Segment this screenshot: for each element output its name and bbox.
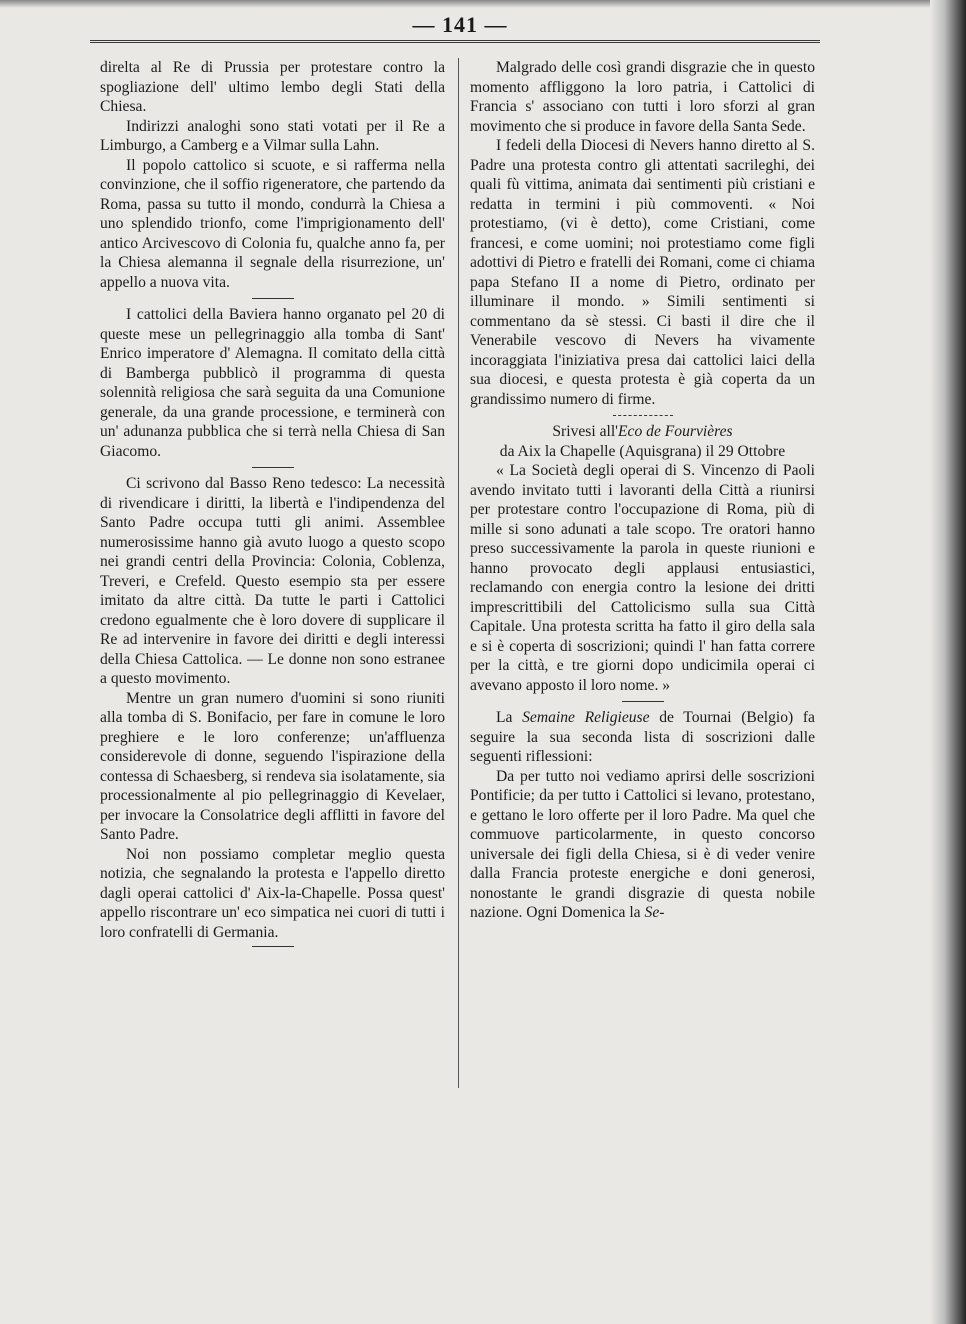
section-separator — [252, 946, 294, 947]
paragraph — [470, 708, 815, 767]
publication-title: Semaine Religieuse — [522, 709, 650, 726]
right-scan-shadow — [930, 0, 966, 1324]
text-span: de Tournai (Belgio) fa seguire la sua seconda lista di soscrizioni dalle seguenti riflessioni: — [470, 709, 815, 765]
paragraph: « La Società degli operai di S. Vincenzo di Paoli avendo invitato tutti i lavoranti della Città a riunirsi per protestare contro l'occupazione di Roma, più di mille si sono adunati a tale scopo. Tre oratori hanno preso successivamente la parola in queste riunioni e hanno provocato degli applausi entusiastici, reclamando con energia contro la lesione dei dritti imprescrittibili del Cattolicismo sulla sua Città Capitale. Una protesta scritta ha fatto il giro della sala e si è coperta di soscrizioni; quindi l' han fatta correre per la città, e tre giorni dopo undicimila operai ci avevano apposto il loro nome. » — [470, 462, 815, 694]
paragraph: Il popolo cattolico si scuote, e si rafferma nella convinzione, che il soffio rigeneratore, che partendo da Roma, passa su tutto il mondo, condurrà la Chiesa a uno splendido trionfo, come l'imprigionamento dell' antico Arcivescovo di Colonia fu, qualche anno fa, per la Chiesa alemanna il segnale della risurrezione, un' appello a nuova vita. — [100, 156, 445, 291]
paragraph: Noi non possiamo completar meglio questa notizia, che segnalando la protesta e l'appello diretto dagli operai cattolici d' Aix-la-Chapelle. Possa quest' appello riscontrare un' eco simpatica nei cuori di tutti i loro confratelli di Germania. — [100, 845, 445, 941]
article-heading — [470, 422, 815, 442]
paragraph: I fedeli della Diocesi di Nevers hanno diretto al S. Padre una protesta contro gli attentati sacrileghi, dei quali fù vittima, animata dai sentimenti più cristiani e redatta in termini i più commoventi. « Noi protestiamo, (vi è detto), come Cristiani, come francesi, e come uomini; noi protestiamo come figli adottivi di Pietro e fratelli dei Romani, come ci chiama papa Stefano II a nome di Pietro, ordinato per illuminare il mondo. » Simili sentimenti si commentano da sè stessi. Ci basti il dire che il Venerabile vescovo di Nevers ha vivamente incoraggiata l'iniziativa presa dai cattolici laici della sua diocesi, e questa protesta è già coperta da un grandissimo numero di firme. — [470, 137, 815, 408]
column-divider — [458, 58, 459, 1088]
text-span: Da per tutto noi vediamo aprirsi delle soscrizioni Pontificie; da per tutto i Cattolici si levano, protestano, e gettano le loro offerte per il loro Padre. Ma quel che commuove particolarmente, in questo concorso universale dei figli della Chiesa, si è di veder venire dalla Francia proteste energiche e doni generosi, nonostante le grandi disgrazie di questa nobile nazione. Ogni Domenica la — [470, 767, 815, 921]
paragraph: Indirizzi analoghi sono stati votati per il Re a Limburgo, a Camberg e a Vilmar sulla Lahn. — [100, 117, 445, 154]
continued-word: Se- — [644, 904, 665, 921]
newspaper-title: Eco de Fourvières — [618, 423, 733, 440]
paragraph: I cattolici della Baviera hanno organato pel 20 di queste mese un pellegrinaggio alla tomba di Sant' Enrico imperatore d' Alemagna. Il comitato della città di Bamberga pubblicò il programma di questa solennità religiosa che sarà seguita da una Comunione generale, da una grande processione, e terminerà con un' adunanza pubblica che si terrà nella Chiesa di San Giacomo. — [100, 306, 445, 460]
heading-text: Srivesi all' — [552, 423, 618, 440]
paragraph: Mentre un gran numero d'uomini si sono riuniti alla tomba di S. Bonifacio, per fare in comune le loro preghiere e le loro conferenze; un'affluenza considerevole di donne, seguendo l'ispirazione della contessa di Schaesberg, si rendeva sia isolatamente, sia processionalmente al pio pellegrinaggio di Kevelaer, per invocare la Consolatrice degli afflitti in favore del Santo Padre. — [100, 689, 445, 843]
header-rule — [90, 40, 820, 43]
left-column — [100, 58, 445, 953]
article-dateline: da Aix la Chapelle (Aquisgrana) il 29 Ottobre — [499, 442, 786, 460]
paragraph: Ci scrivono dal Basso Reno tedesco: La necessità di rivendicare i diritti, la libertà e l'indipendenza del Santo Padre occupa tutti gli animi. Assemblee numerosissime hanno già avuto luogo a questo scopo nei grandi centri della Provincia: Colonia, Coblenza, Treveri, e Crefeld. Questo esempio sta per essere imitato da altre città. Da tutte le parti i Cattolici credono egualmente che è loro dovere di supplicare il Re ad intervenire in favore dei diritti e degli interessi della Chiesa Cattolica. — Le donne non sono estranee a questo movimento. — [100, 475, 445, 687]
paragraph — [470, 767, 815, 923]
paragraph: Malgrado delle così grandi disgrazie che in questo momento affliggono la loro patria, i Cattolici di Francia s' associano con tutti i loro sforzi al gran movimento che si produce in favore della Santa Sede. — [470, 59, 815, 135]
right-column — [470, 58, 815, 923]
section-separator — [613, 415, 673, 416]
paragraph: direlta al Re di Prussia per protestare contro la spogliazione dell' ultimo lembo degli Stati della Chiesa. — [100, 59, 445, 115]
top-scan-shadow — [0, 0, 966, 8]
section-separator — [252, 298, 294, 299]
text-span: La — [496, 709, 523, 726]
section-separator — [622, 701, 664, 702]
page-number: — 141 — — [412, 12, 508, 37]
section-separator — [252, 467, 294, 468]
